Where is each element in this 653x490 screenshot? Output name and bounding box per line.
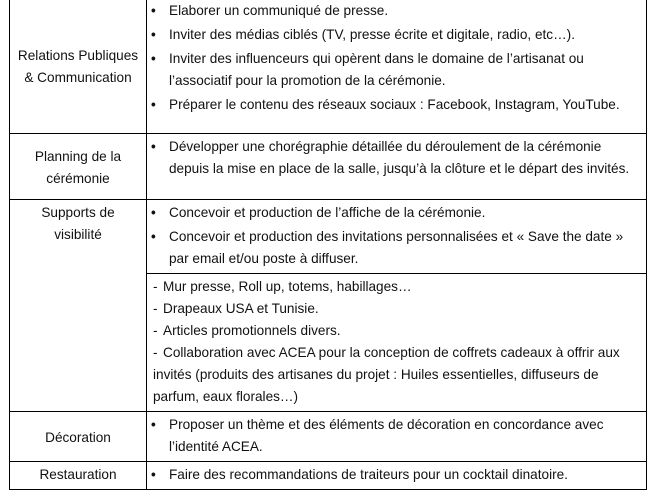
list-item: • Préparer le contenu des réseaux sociaux : Facebook, Instagram, YouTube. — [153, 94, 640, 116]
list-item: • Faire des recommandations de traiteurs pour un cocktail dinatoire. — [153, 464, 640, 486]
task-list — [153, 202, 640, 270]
category-label: Décoration — [45, 429, 111, 445]
dash-task-list — [153, 276, 640, 408]
category-cell — [10, 462, 147, 490]
category-label: Supports de visibilité — [41, 205, 115, 242]
list-item: • Proposer un thème et des éléments de décoration en concordance avec l’identité ACEA. — [153, 414, 640, 458]
task-list — [153, 0, 640, 116]
list-item: - Collaboration avec ACEA pour la conception de coffrets cadeaux à offrir aux invités (produits des artisanes du projet : Huiles essentielles, diffuseurs de parfum, eaux florales…) — [153, 345, 620, 404]
category-label: Relations Publiques & Communication — [17, 47, 139, 85]
category-label: Planning de la cérémonie — [34, 148, 122, 186]
list-item: • Inviter des influenceurs qui opèrent dans le domaine de l’artisanat ou l’associatif pour la promotion de la cérémonie. — [153, 48, 640, 92]
list-item: • Inviter des médias ciblés (TV, presse écrite et digitale, radio, etc…). — [153, 24, 640, 46]
tasks-cell — [147, 134, 647, 200]
dash-tasks-cell — [147, 274, 647, 412]
task-list — [153, 136, 640, 180]
category-label: Restauration — [39, 467, 117, 482]
tasks-cell — [147, 200, 647, 274]
table-row-relations-publiques — [10, 0, 647, 134]
table-row-planning — [10, 134, 647, 200]
category-cell — [10, 134, 147, 200]
table-row-restauration — [10, 462, 647, 490]
list-item: - Articles promotionnels divers. — [153, 323, 341, 338]
category-cell — [10, 0, 147, 134]
list-item: • Développer une chorégraphie détaillée du déroulement de la cérémonie depuis la mise en place de la salle, jusqu’à la clôture et le départ des invités. — [153, 136, 640, 180]
list-item: • Elaborer un communiqué de presse. — [153, 0, 640, 22]
category-cell — [10, 200, 147, 412]
list-item: - Mur presse, Roll up, totems, habillages… — [153, 279, 412, 294]
list-item: - Drapeaux USA et Tunisie. — [153, 301, 319, 316]
table-row-decoration — [10, 412, 647, 462]
tasks-cell — [147, 0, 647, 134]
task-list — [153, 414, 640, 458]
event-plan-table — [9, 0, 647, 490]
category-cell — [10, 412, 147, 462]
tasks-cell — [147, 462, 647, 490]
table-row-supports — [10, 200, 647, 274]
list-item: • Concevoir et production des invitations personnalisées et « Save the date » par email et/ou poste à diffuser. — [153, 226, 640, 270]
task-list — [153, 464, 640, 486]
list-item: • Concevoir et production de l’affiche de la cérémonie. — [153, 202, 640, 224]
tasks-cell — [147, 412, 647, 462]
